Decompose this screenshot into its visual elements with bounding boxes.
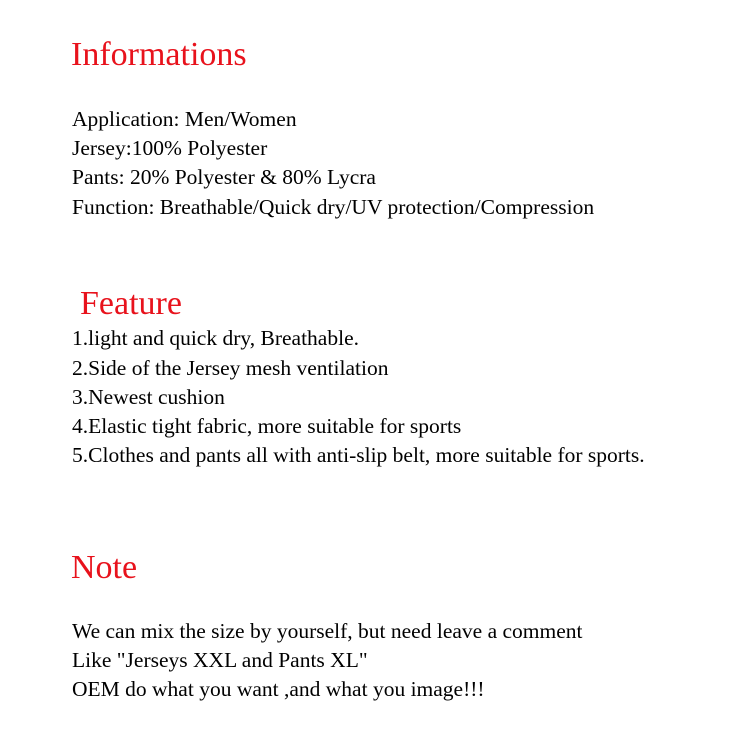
info-jersey-line: Jersey:100% Polyester xyxy=(72,136,268,160)
feature-item-3: 3.Newest cushion xyxy=(72,385,225,409)
feature-heading: Feature xyxy=(80,285,182,322)
feature-item-4: 4.Elastic tight fabric, more suitable for sports xyxy=(72,414,462,438)
info-pants-line: Pants: 20% Polyester & 80% Lycra xyxy=(72,165,376,189)
note-line-1: We can mix the size by yourself, but need leave a comment xyxy=(72,619,583,643)
note-heading: Note xyxy=(71,549,138,586)
informations-heading: Informations xyxy=(71,36,247,73)
info-application-line: Application: Men/Women xyxy=(72,107,297,131)
info-function-line: Function: Breathable/Quick dry/UV protection/Compression xyxy=(72,195,595,219)
note-line-2: Like "Jerseys XXL and Pants XL" xyxy=(72,648,368,672)
feature-item-5: 5.Clothes and pants all with anti-slip belt, more suitable for sports. xyxy=(72,443,645,467)
feature-item-2: 2.Side of the Jersey mesh ventilation xyxy=(72,356,389,380)
feature-item-1: 1.light and quick dry, Breathable. xyxy=(72,326,359,350)
note-line-3: OEM do what you want ,and what you image!!! xyxy=(72,677,485,701)
